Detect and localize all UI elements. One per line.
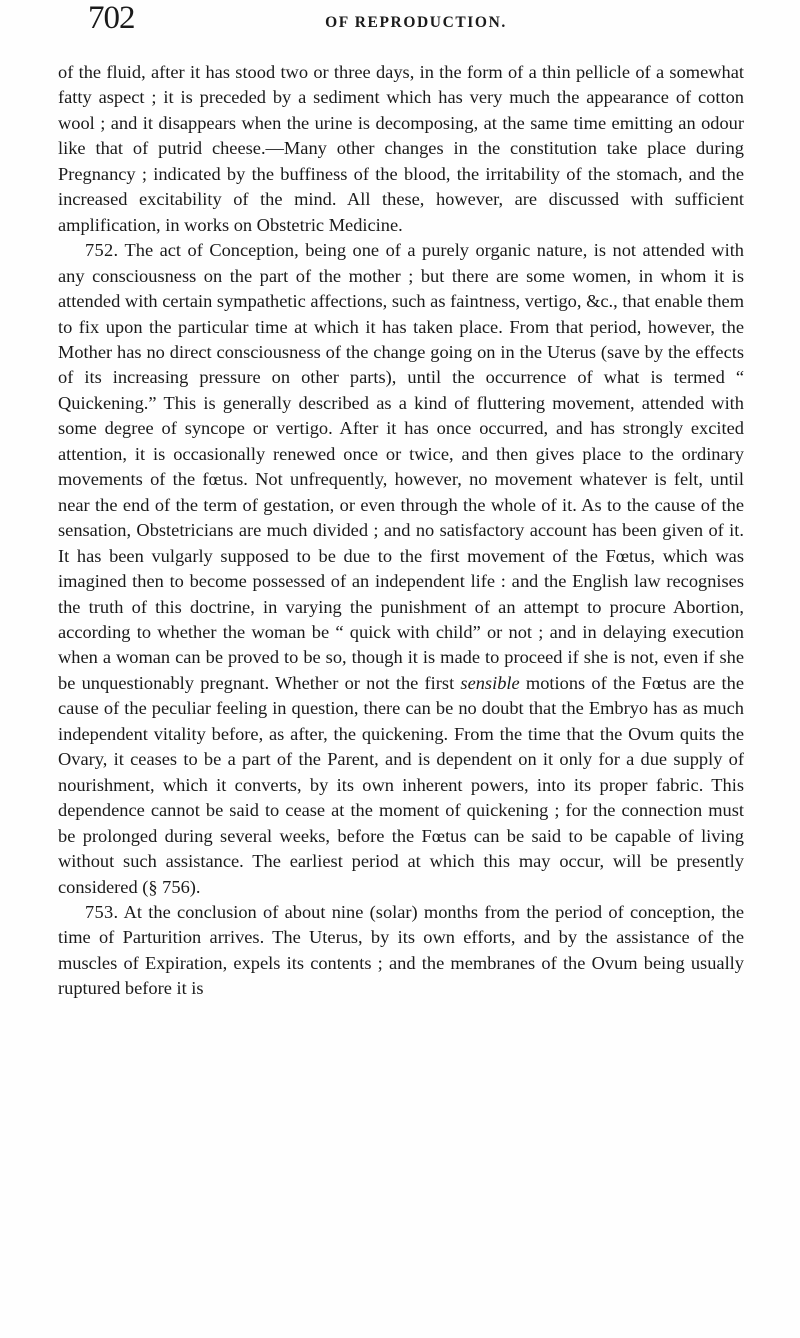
paragraph-text: of the fluid, after it has stood two or three days, in the form of a thin pellicle of a somewhat fatty aspect ; it is preceded by a sediment which has very much the appearance of cotton wool ; and it disappears when the urine is decomposing, at the same time emitting an odour like that of putrid cheese.—Many other changes in the constitution take place during Pregnancy ; indicated by the buffiness of the blood, the irritability of the stomach, and the increased excitability of the mind. All these, however, are discussed with sufficient amplification, in works on Obstetric Medicine. — [58, 62, 744, 235]
paragraph-753 — [58, 900, 744, 1002]
paragraph-752 — [58, 238, 744, 900]
paragraph-text: motions of the Fœtus are the cause of the peculiar feeling in question, there can be no doubt that the Embryo has as much independent vitality before, as after, the quickening. From the time that the Ovum quits the Ovary, it ceases to be a part of the Parent, and is dependent on it only for a due supply of nourishment, which it converts, by its own inherent powers, into its proper fabric. This dependence cannot be said to cease at the moment of quickening ; for the connection must be prolonged during several weeks, before the Fœtus can be said to be capable of living without such assistance. The earliest period at which this may occur, will be presently considered (§ 756). — [58, 672, 745, 897]
running-header — [58, 0, 744, 60]
paragraph-text: The act of Conception, being one of a purely organic nature, is not attended with any consciousness on the part of the mother ; but there are some women, in whom it is attended with certain sympathetic affections, such as faintness, vertigo, &c., that enable them to fix upon the particular time at which it has taken place. From that period, however, the Mother has no direct consciousness of the change going on in the Uterus (save by the effects of its increasing pressure on other parts), until the occurrence of what is termed “ Quickening.” This is generally described as a kind of fluttering movement, attended with some degree of syncope or vertigo. After it has once occurred, and has strongly excited attention, it is occasionally renewed once or twice, and then gives place to the ordinary movements of the fœtus. Not unfrequently, however, no movement whatever is felt, until near the end of the term of gestation, or even through the whole of it. As to the cause of the sensation, Obstetricians are much divided ; and no satisfactory account has been given of it. It has been vulgarly supposed to be due to the first movement of the Fœtus, which was imagined then to become possessed of an independent life : and the English law recognises the truth of this doctrine, in varying the punishment of an attempt to procure Abortion, according to whether the woman be “ quick with child” or not ; and in delaying execution when a woman can be proved to be so, though it is made to proceed if she is not, even if she be unquestionably pregnant. Whether or not the first — [58, 240, 744, 693]
section-number: 752. — [85, 240, 119, 261]
page-number: 702 — [88, 0, 135, 36]
italic-emphasis: sensible — [460, 672, 520, 693]
section-number: 753. — [85, 901, 119, 922]
running-title: OF REPRODUCTION. — [325, 14, 507, 31]
paragraph-text: At the conclusion of about nine (solar) months from the period of conception, the time of Parturition arrives. The Uterus, by its own efforts, and by the assistance of the muscles of Expiration, expels its contents ; and the membranes of the Ovum being usually ruptured before it is — [58, 901, 744, 999]
body-text — [58, 60, 744, 1002]
paragraph-continued — [58, 60, 744, 238]
